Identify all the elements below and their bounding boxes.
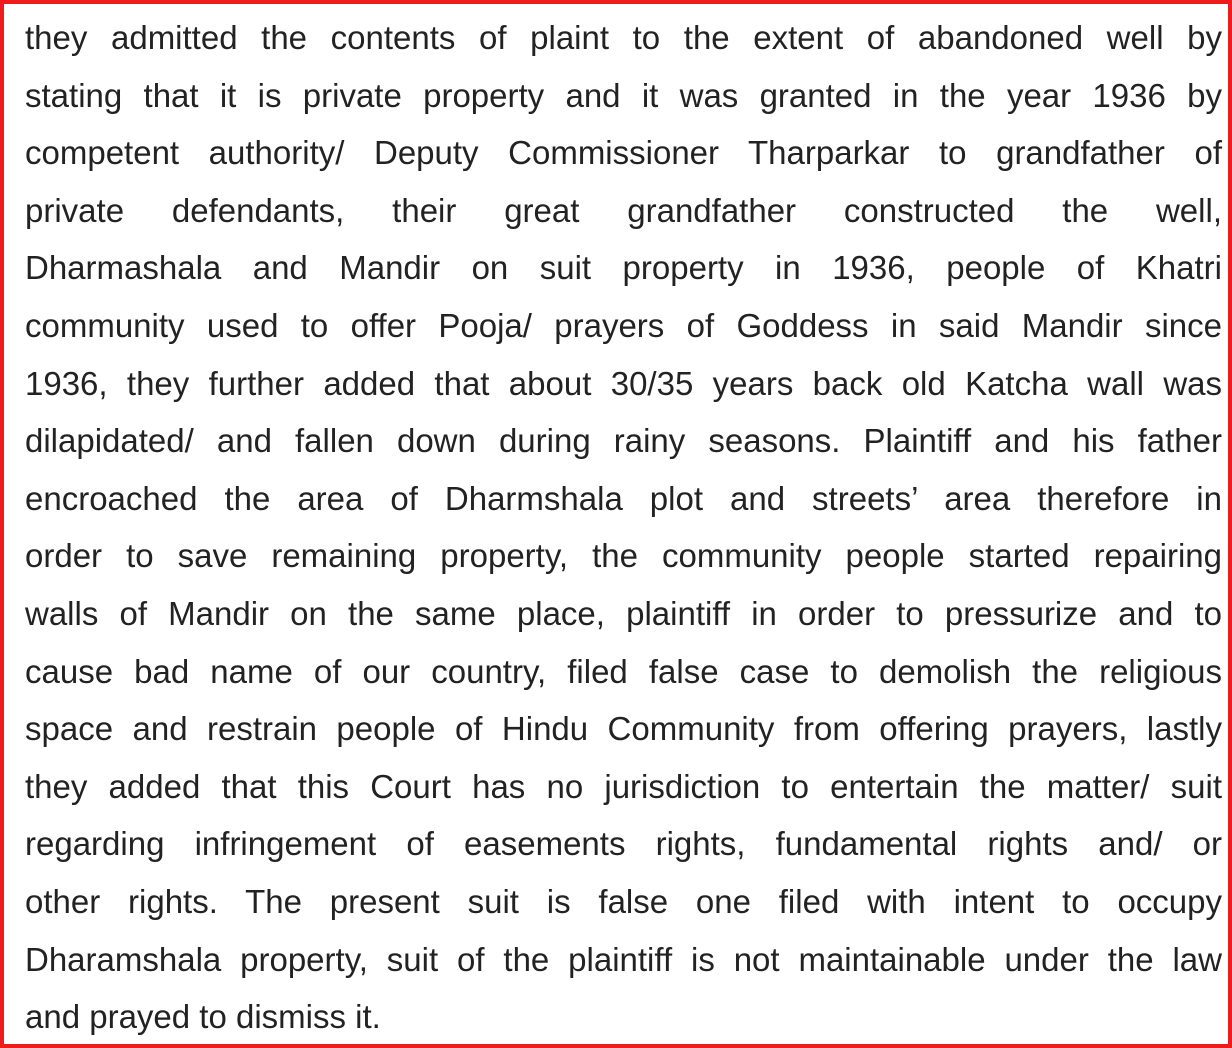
paragraph-line: community used to offer Pooja/ prayers of Goddess in said Mandir since: [25, 306, 1222, 344]
paragraph-line: Dharamshala property, suit of the plaintiff is not maintainable under the law: [25, 940, 1222, 978]
paragraph-line: 1936, they further added that about 30/35 years back old Katcha wall was: [25, 364, 1222, 402]
paragraph-line: they added that this Court has no jurisdiction to entertain the matter/ suit: [25, 767, 1222, 805]
paragraph-line: space and restrain people of Hindu Community from offering prayers, lastly: [25, 710, 1222, 748]
paragraph-line: encroached the area of Dharmshala plot and streets’ area therefore in: [25, 479, 1222, 517]
paragraph-line: Dharmashala and Mandir on suit property in 1936, people of Khatri: [25, 249, 1222, 287]
paragraph-line: regarding infringement of easements rights, fundamental rights and/ or: [25, 825, 1222, 863]
paragraph-line: other rights. The present suit is false one filed with intent to occupy: [25, 882, 1222, 920]
paragraph-line: competent authority/ Deputy Commissioner Tharparkar to grandfather of: [25, 134, 1222, 172]
paragraph-line: order to save remaining property, the community people started repairing: [25, 537, 1222, 575]
paragraph-line: cause bad name of our country, filed false case to demolish the religious: [25, 652, 1222, 690]
paragraph-line-last: and prayed to dismiss it.: [25, 998, 381, 1036]
paragraph-line: they admitted the contents of plaint to the extent of abandoned well by: [25, 19, 1222, 56]
paragraph-line: dilapidated/ and fallen down during rainy seasons. Plaintiff and his father: [25, 422, 1222, 460]
document-paragraph: [25, 9, 1222, 1046]
paragraph-line: private defendants, their great grandfather constructed the well,: [25, 191, 1222, 229]
paragraph-line: walls of Mandir on the same place, plaintiff in order to pressurize and to: [25, 594, 1222, 632]
paragraph-line: stating that it is private property and it was granted in the year 1936 by: [25, 76, 1222, 114]
